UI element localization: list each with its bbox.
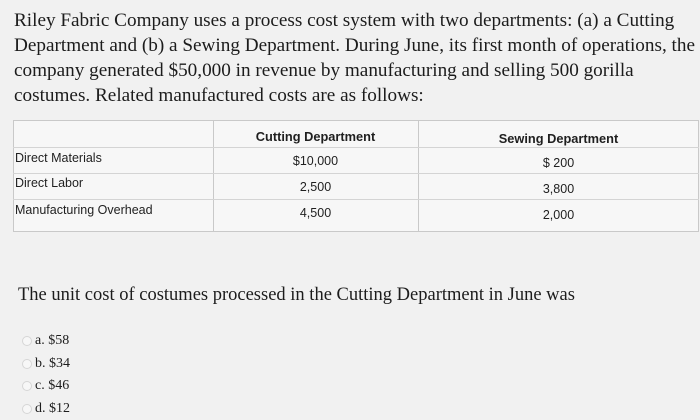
option-label: c. $46 — [35, 378, 69, 394]
radio-button[interactable] — [22, 404, 32, 414]
option-a[interactable] — [22, 330, 70, 353]
header-cutting-department: Cutting Department — [213, 129, 418, 144]
cell-sewing-direct-labor: 3,800 — [418, 182, 699, 196]
radio-button[interactable] — [22, 381, 32, 391]
cell-sewing-manufacturing-overhead: 2,000 — [418, 208, 699, 222]
cell-cutting-direct-labor: 2,500 — [213, 180, 418, 194]
row-label-direct-materials: Direct Materials — [15, 151, 102, 165]
row-label-manufacturing-overhead: Manufacturing Overhead — [15, 203, 153, 217]
cell-cutting-direct-materials: $10,000 — [213, 154, 418, 168]
cell-sewing-direct-materials: $ 200 — [418, 156, 699, 170]
header-sewing-department: Sewing Department — [418, 131, 699, 146]
answer-options — [22, 330, 70, 420]
option-label: d. $12 — [35, 401, 70, 417]
radio-button[interactable] — [22, 359, 32, 369]
radio-button[interactable] — [22, 336, 32, 346]
option-label: a. $58 — [35, 333, 69, 349]
problem-statement: Riley Fabric Company uses a process cost system with two departments: (a) a Cutting Department and (b) a Sewing Department. During June, its first month of operations, the company generated $50,000 in revenue by manufacturing and selling 500 gorilla costumes. Related manufactured costs are as follows: — [14, 8, 698, 108]
option-label: b. $34 — [35, 356, 70, 372]
row-label-direct-labor: Direct Labor — [15, 176, 83, 190]
cost-table — [13, 120, 699, 232]
option-b[interactable] — [22, 353, 70, 376]
cell-cutting-manufacturing-overhead: 4,500 — [213, 206, 418, 220]
option-d[interactable] — [22, 398, 70, 420]
option-c[interactable] — [22, 375, 70, 398]
question-text: The unit cost of costumes processed in the Cutting Department in June was — [18, 285, 575, 306]
